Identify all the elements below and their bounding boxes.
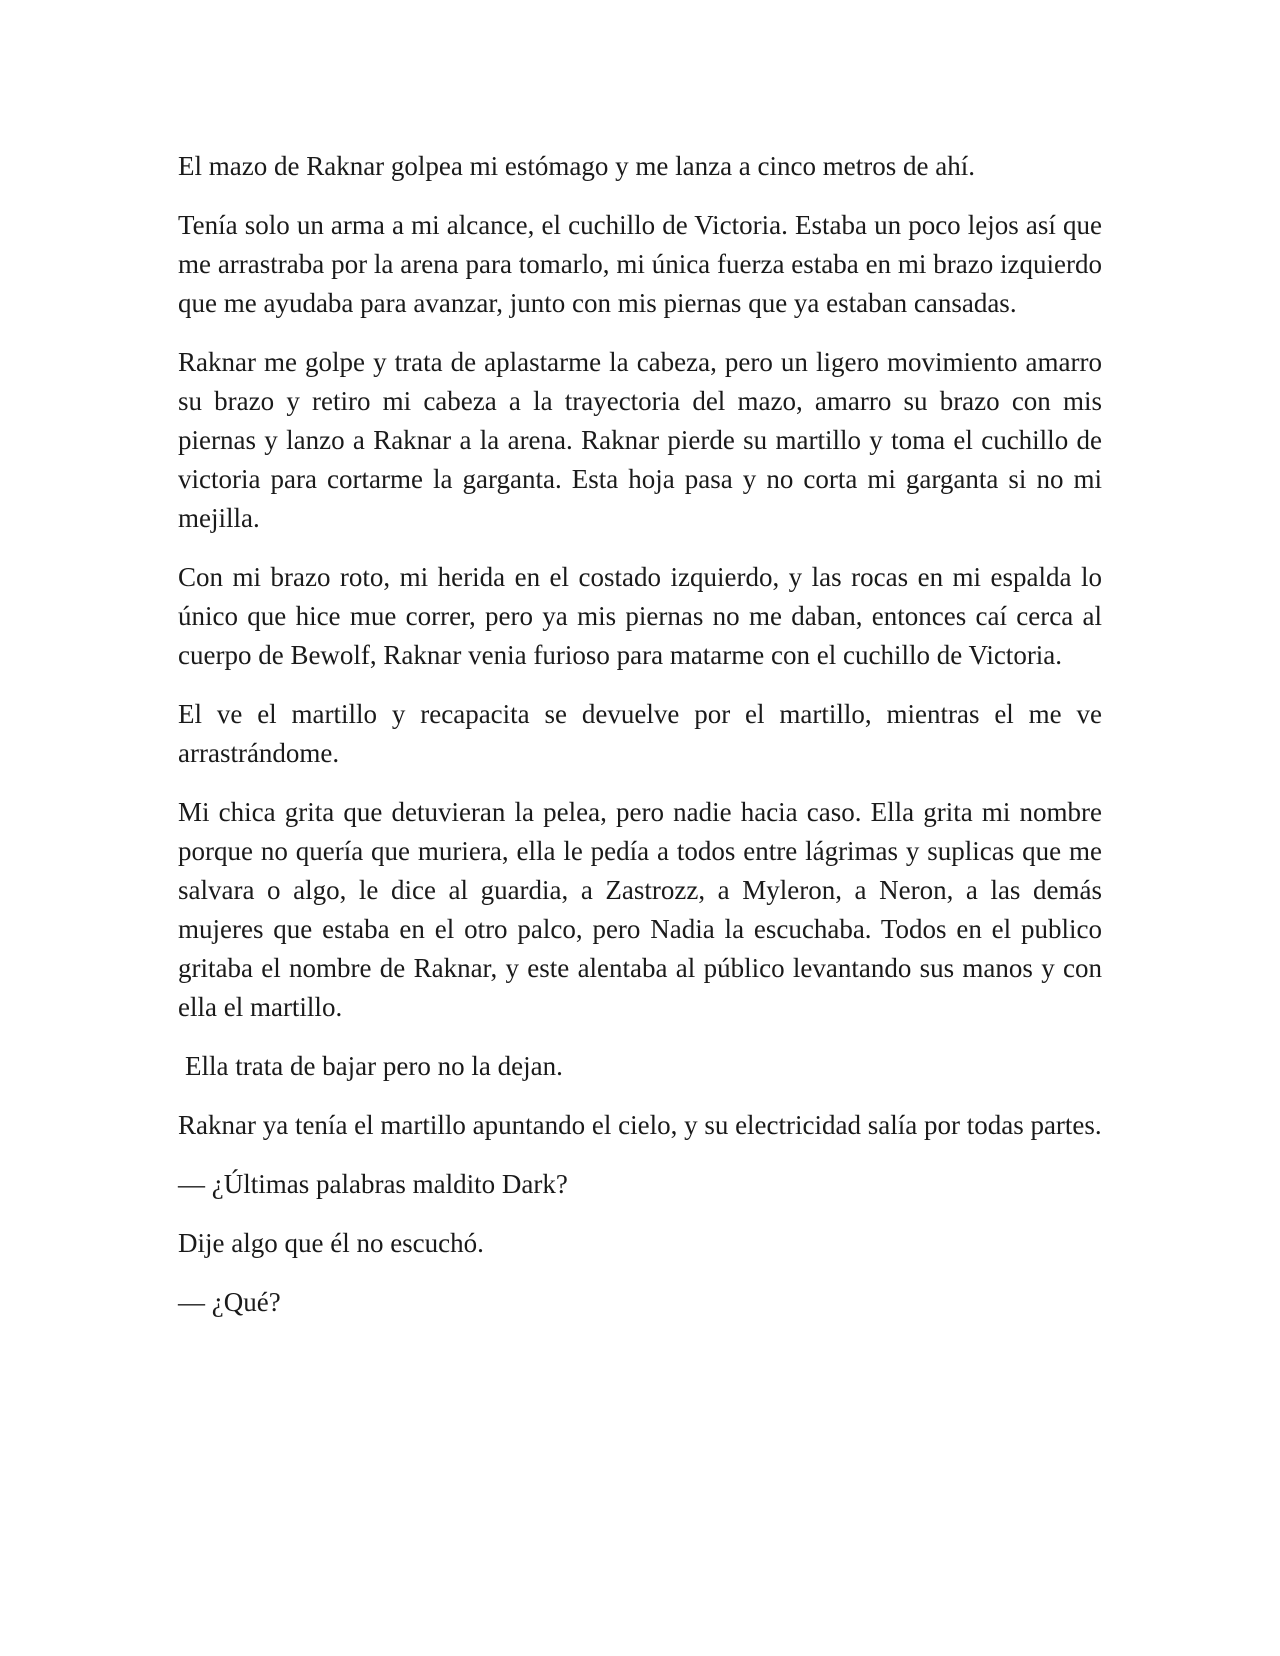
paragraph-1: El mazo de Raknar golpea mi estómago y me lanza a cinco metros de ahí. <box>178 151 975 181</box>
paragraph-9: Dije algo que él no escuchó. <box>178 1228 484 1258</box>
document-page <box>178 147 1102 1342</box>
paragraph-7: Ella trata de bajar pero no la dejan. <box>185 1051 563 1081</box>
paragraph-3: Raknar me golpe y trata de aplastarme la cabeza, pero un ligero movimiento amarro su brazo y retiro mi cabeza a la trayectoria del mazo, amarro su brazo con mis piernas y lanzo a Raknar a la arena. Raknar pierde su martillo y toma el cuchillo de victoria para cortarme la garganta. Esta hoja pasa y no corta mi garganta si no mi mejilla. <box>178 347 1102 533</box>
dialogue-line-2: — ¿Qué? <box>178 1287 281 1317</box>
paragraph-5: El ve el martillo y recapacita se devuelve por el martillo, mientras el me ve arrastrándome. <box>178 699 1102 768</box>
paragraph-6: Mi chica grita que detuvieran la pelea, pero nadie hacia caso. Ella grita mi nombre porque no quería que muriera, ella le pedía a todos entre lágrimas y suplicas que me salvara o algo, le dice al guardia, a Zastrozz, a Myleron, a Neron, a las demás mujeres que estaba en el otro palco, pero Nadia la escuchaba. Todos en el publico gritaba el nombre de Raknar, y este alentaba al público levantando sus manos y con ella el martillo. <box>178 797 1102 1022</box>
paragraph-4: Con mi brazo roto, mi herida en el costado izquierdo, y las rocas en mi espalda lo único que hice mue correr, pero ya mis piernas no me daban, entonces caí cerca al cuerpo de Bewolf, Raknar venia furioso para matarme con el cuchillo de Victoria. <box>178 562 1102 670</box>
paragraph-2: Tenía solo un arma a mi alcance, el cuchillo de Victoria. Estaba un poco lejos así que me arrastraba por la arena para tomarlo, mi única fuerza estaba en mi brazo izquierdo que me ayudaba para avanzar, junto con mis piernas que ya estaban cansadas. <box>178 210 1102 318</box>
dialogue-line-1: — ¿Últimas palabras maldito Dark? <box>178 1169 568 1199</box>
paragraph-8: Raknar ya tenía el martillo apuntando el cielo, y su electricidad salía por todas partes. <box>178 1110 1102 1140</box>
